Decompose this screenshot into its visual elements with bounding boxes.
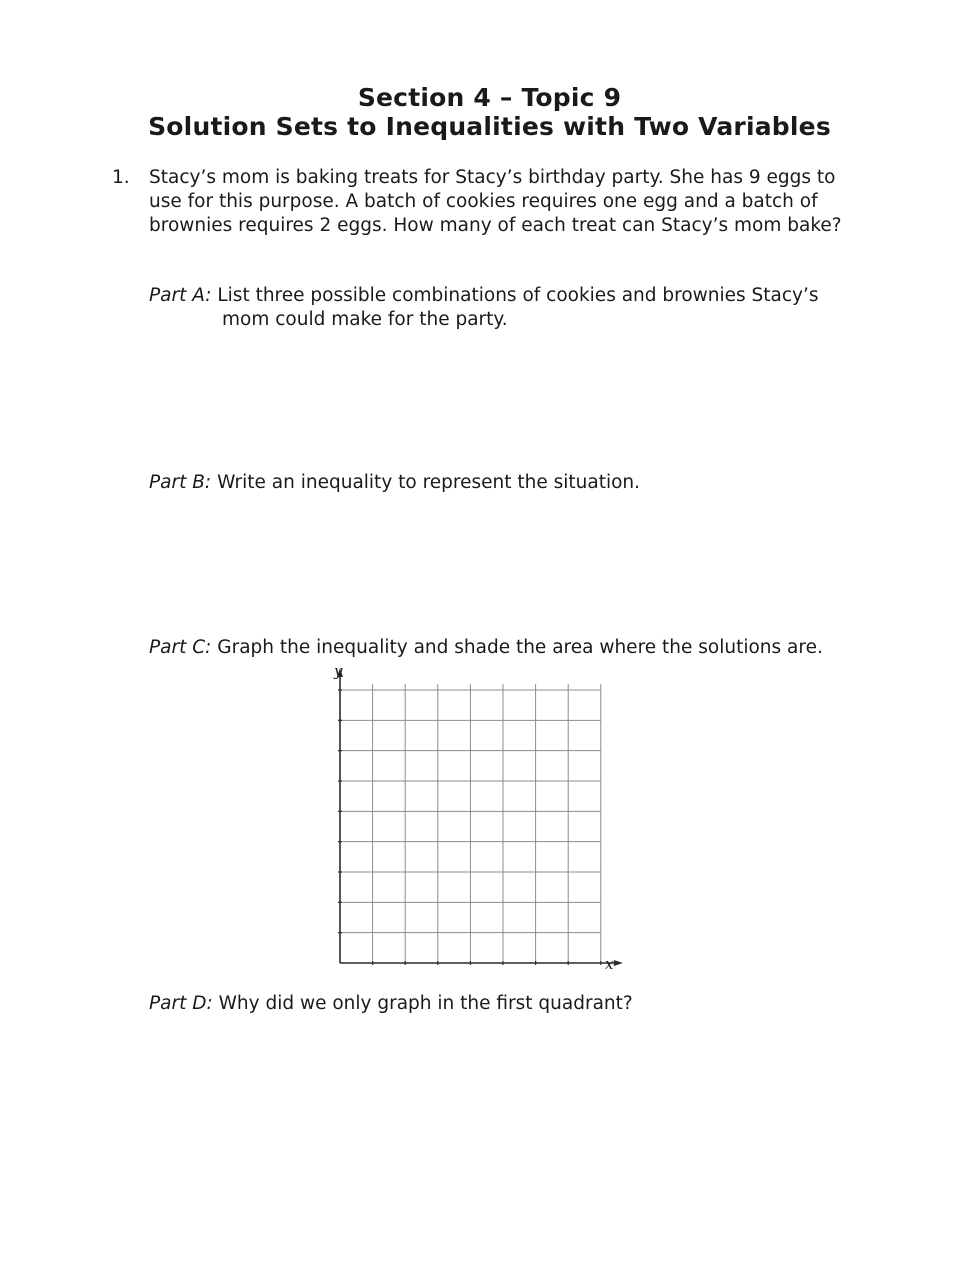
part-a-text-continued: mom could make for the party.	[222, 309, 508, 330]
part-a-text: List three possible combinations of cookies and brownies Stacy’s	[217, 285, 819, 306]
topic-title: Solution Sets to Inequalities with Two Variables	[148, 112, 831, 141]
y-axis-label: y	[334, 662, 343, 680]
question-text: Stacy’s mom is baking treats for Stacy’s birthday party. She has 9 eggs to use for this purpose. A batch of cookies requires one egg and a batch of brownies requires 2 eggs. How many of each treat can Stacy’s mom bake?	[149, 167, 842, 236]
axes	[337, 668, 623, 966]
part-c-text: Graph the inequality and shade the area where the solutions are.	[217, 637, 823, 658]
grid-lines	[340, 684, 601, 963]
question-number: 1.	[112, 167, 130, 188]
part-d-label: Part D:	[149, 993, 213, 1014]
x-axis-label: x	[605, 955, 614, 973]
part-a	[149, 284, 819, 308]
part-b-text: Write an inequality to represent the situation.	[217, 472, 641, 493]
x-axis-arrow	[614, 960, 623, 966]
part-c-label: Part C:	[149, 637, 212, 658]
part-d	[149, 992, 633, 1016]
part-b	[149, 471, 640, 495]
part-b-label: Part B:	[149, 472, 212, 493]
part-c	[149, 636, 823, 660]
part-d-text: Why did we only graph in the first quadrant?	[218, 993, 633, 1014]
section-title: Section 4 – Topic 9	[357, 83, 622, 112]
coordinate-grid	[320, 660, 630, 978]
part-a-label: Part A:	[149, 285, 212, 306]
